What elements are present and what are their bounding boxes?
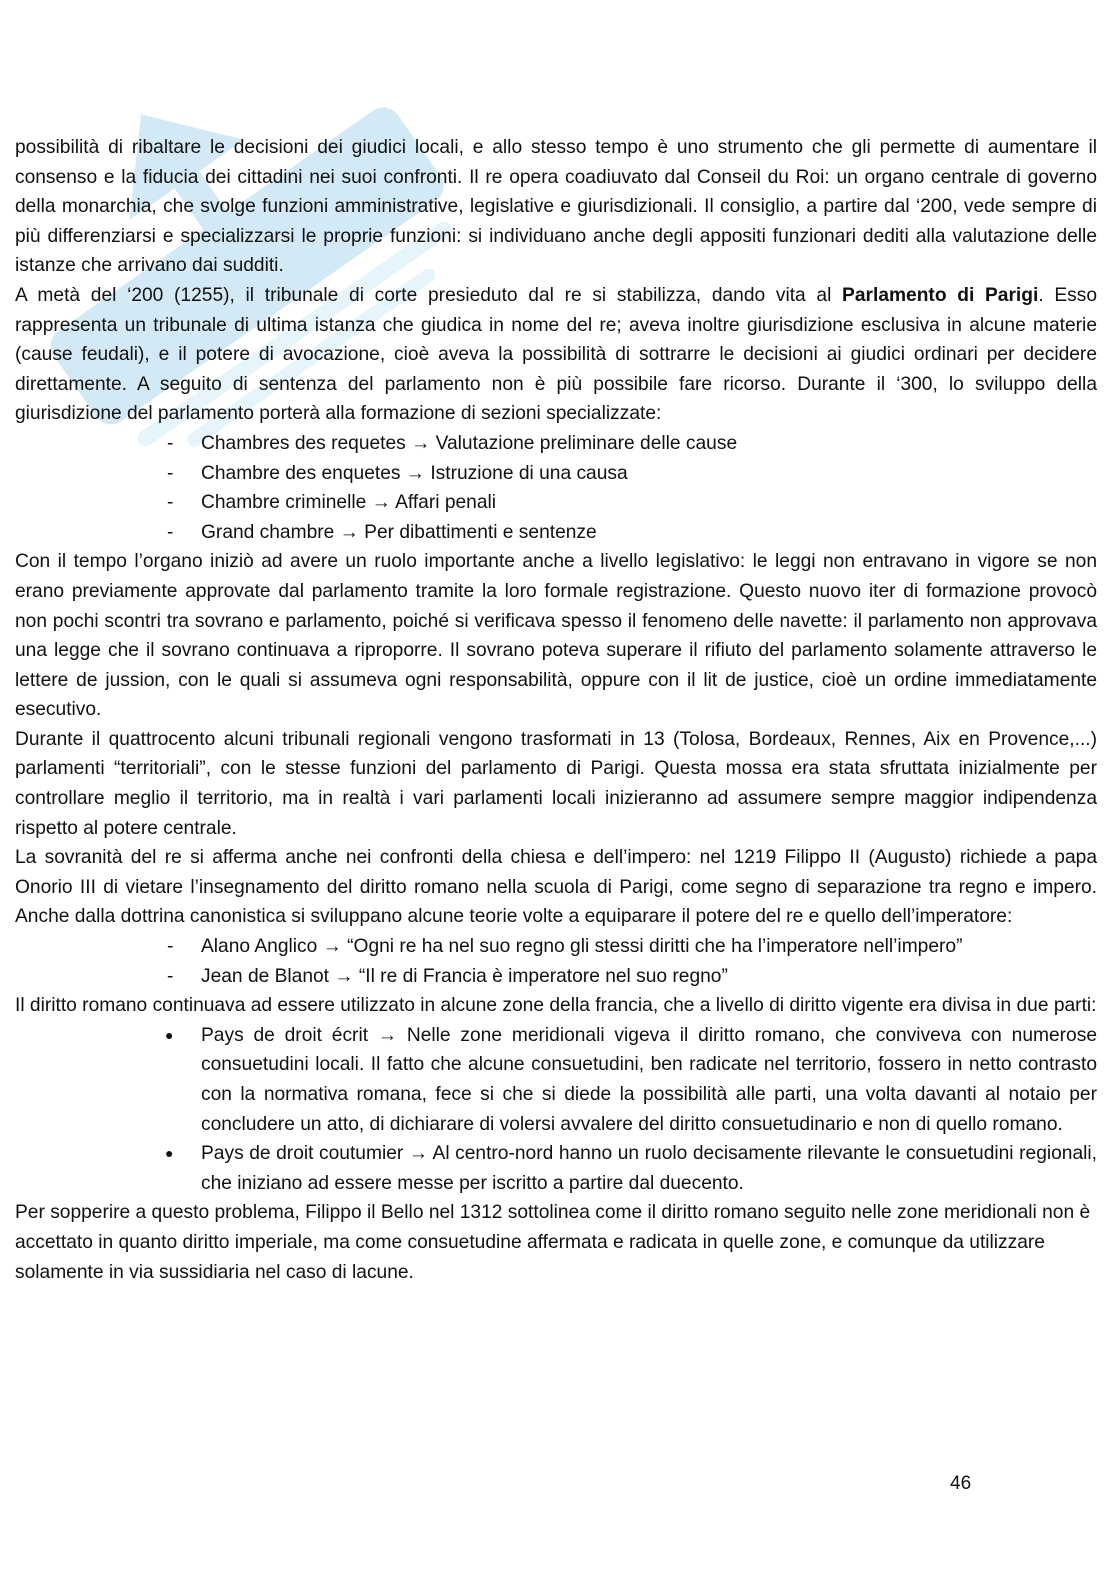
list-item: - Chambres des requetes → Valutazione preliminare delle cause	[15, 429, 1097, 459]
list-item: - Grand chambre → Per dibattimenti e sentenze	[15, 518, 1097, 548]
list-item: ● Pays de droit écrit → Nelle zone meridionali vigeva il diritto romano, che conviveva con numerose consuetudini locali. Il fatto che alcune consuetudini, ben radicate nel territorio, fossero in netto contrasto con la normativa romana, fece si che si diede la possibilità alle parti, una volta davanti al notaio per concludere un atto, di dichiarare di volersi avvalere del diritto consuetudinario e non di quello romano.	[15, 1021, 1097, 1139]
page-number: 46	[950, 1473, 972, 1494]
sections-list	[15, 429, 1097, 547]
paragraph-sovereignty: La sovranità del re si afferma anche nei confronti della chiesa e dell’impero: nel 1219 Filippo II (Augusto) richiede a papa Onorio III di vietare l’insegnamento del diritto romano nella scuola di Parigi, come segno di separazione tra regno e impero. Anche dalla dottrina canonistica si sviluppano alcune teorie volte a equiparare il potere del re e quello dell’imperatore:	[15, 847, 1097, 928]
paragraph-text: . Esso rappresenta un tribunale di ultima istanza che giudica in nome del re; aveva inoltre giurisdizione esclusiva in alcune materie (cause feudali), e il potere di avocazione, cioè aveva la possibilità di sottrarre le decisioni ai giudici ordinari per decidere direttamente. A seguito di sentenza del parlamento non è più possibile fare ricorso. Durante il ‘300, lo sviluppo della giurisdizione del parlamento porterà alla formazione di sezioni specializzate:	[15, 284, 1097, 425]
list-item: - Chambre des enquetes → Istruzione di una causa	[15, 459, 1097, 489]
paragraph-regional-parliaments: Durante il quattrocento alcuni tribunali regionali vengono trasformati in 13 (Tolosa, Bordeaux, Rennes, Aix en Provence,...) parlamenti “territoriali”, con le stesse funzioni del parlamento di Parigi. Questa mossa era stata sfruttata inizialmente per controllare meglio il territorio, ma in realtà i vari parlamenti locali inizieranno ad assumere sempre maggior indipendenza rispetto al potere centrale.	[15, 728, 1097, 839]
paragraph-roman-law: Il diritto romano continuava ad essere utilizzato in alcune zone della francia, che a livello di diritto vigente era divisa in due parti:	[15, 995, 1097, 1017]
list-item: - Chambre criminelle → Affari penali	[15, 488, 1097, 518]
list-item: - Jean de Blanot → “Il re di Francia è imperatore nel suo regno”	[15, 962, 1097, 992]
document-page	[15, 133, 1097, 1287]
list-item: ● Pays de droit coutumier → Al centro-nord hanno un ruolo decisamente rilevante le consuetudini regionali, che iniziano ad essere messe per iscritto a partire dal duecento.	[15, 1139, 1097, 1198]
paragraph-filippo-il-bello: Per sopperire a questo problema, Filippo il Bello nel 1312 sottolinea come il diritto romano seguito nelle zone meridionali non è accettato in quanto diritto imperiale, ma come consuetudine affermata e radicata in quelle zone, e comunque da utilizzare solamente in via sussidiaria nel caso di lacune.	[15, 1202, 1091, 1283]
paragraph-parlamento-di-parigi	[15, 281, 1097, 429]
theories-list	[15, 932, 1097, 991]
regions-list	[15, 1021, 1097, 1199]
paragraph-conseil-du-roi: possibilità di ribaltare le decisioni dei giudici locali, e allo stesso tempo è uno strumento che gli permette di aumentare il consenso e la fiducia dei cittadini nei suoi confronti. Il re opera coadiuvato dal Conseil du Roi: un organo centrale di governo della monarchia, che svolge funzioni amministrative, legislative e giurisdizionali. Il consiglio, a partire dal ‘200, vede sempre di più differenziarsi e specializzarsi le proprie funzioni: si individuano anche degli appositi funzionari dediti alla valutazione delle istanze che arrivano dai sudditi.	[15, 137, 1097, 277]
paragraph-text: A metà del ‘200 (1255), il tribunale di corte presieduto dal re si stabilizza, dando vita al	[15, 284, 843, 306]
paragraph-legislative-role: Con il tempo l’organo iniziò ad avere un ruolo importante anche a livello legislativo: le leggi non entravano in vigore se non erano previamente approvate dal parlamento tramite la loro formale registrazione. Questo nuovo iter di formazione provocò non pochi scontri tra sovrano e parlamento, poiché si verificava spesso il fenomeno delle navette: il parlamento non approvava una legge che il sovrano continuava a riproporre. Il sovrano poteva superare il rifiuto del parlamento solamente attraverso le lettere de jussion, con le quali si assumeva ogni responsabilità, oppure con il lit de justice, cioè un ordine immediatamente esecutivo.	[15, 551, 1097, 721]
bold-term-parlamento: Parlamento di Parigi	[842, 284, 1039, 306]
list-item: - Alano Anglico → “Ogni re ha nel suo regno gli stessi diritti che ha l’imperatore nell’impero”	[15, 932, 1097, 962]
